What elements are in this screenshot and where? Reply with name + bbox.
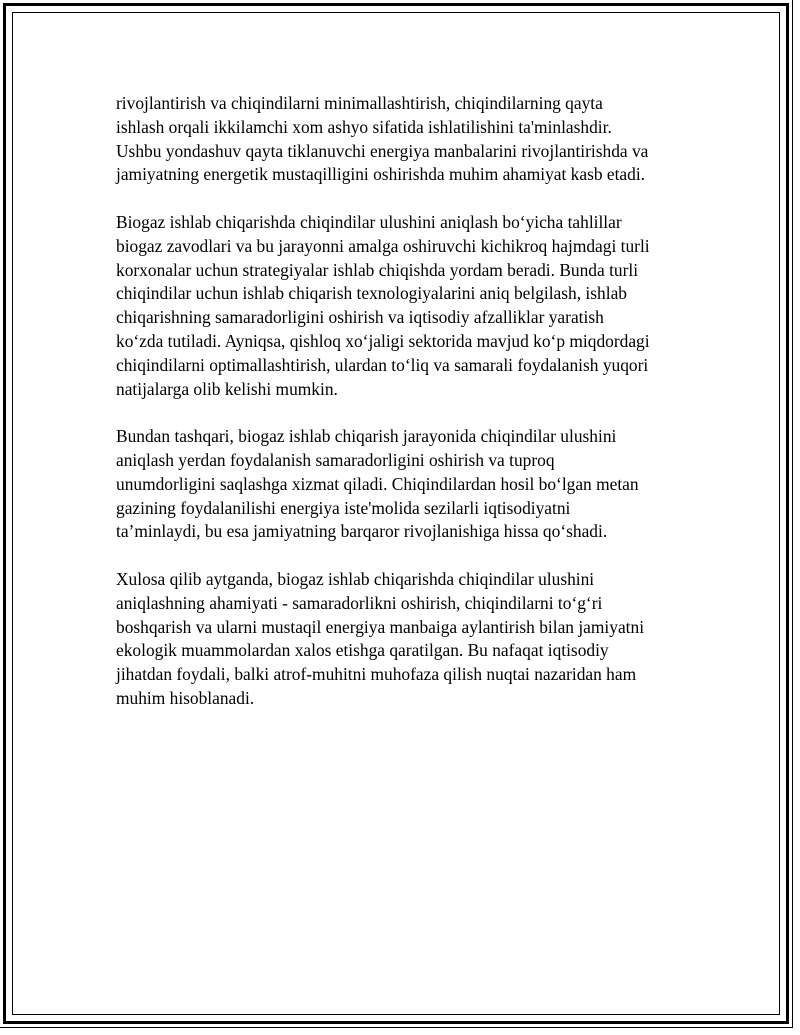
paragraph-line: natijalarga olib kelishi mumkin. xyxy=(116,378,338,399)
paragraph-2 xyxy=(116,211,706,401)
paragraph-line: Biogaz ishlab chiqarishda chiqindilar ulushini aniqlash bo‘yicha tahlillar xyxy=(116,211,622,232)
paragraph-line: chiqarishning samaradorligini oshirish va iqtisodiy afzalliklar yaratish xyxy=(116,307,604,328)
paragraph-line: ko‘zda tutiladi. Ayniqsa, qishloq xo‘jaligi sektorida mavjud ko‘p miqdordagi xyxy=(116,330,650,351)
paragraph-line: biogaz zavodlari va bu jarayonni amalga oshiruvchi kichikroq hajmdagi turli xyxy=(116,235,650,256)
paragraph-1 xyxy=(116,92,706,187)
paragraph-line: Ushbu yondashuv qayta tiklanuvchi energiya manbalarini rivojlantirishda va xyxy=(116,140,649,161)
paragraph-4 xyxy=(116,568,706,711)
paragraph-line: jihatdan foydali, balki atrof-muhitni muhofaza qilish nuqtai nazaridan ham xyxy=(116,664,637,685)
paragraph-line: aniqlashning ahamiyati - samaradorlikni oshirish, chiqindilarni to‘g‘ri xyxy=(116,592,603,613)
paragraph-line: chiqindilarni optimallashtirish, ulardan to‘liq va samarali foydalanish yuqori xyxy=(116,354,649,375)
paragraph-line: muhim hisoblanadi. xyxy=(116,687,255,708)
paragraph-line: aniqlash yerdan foydalanish samaradorligini oshirish va tuproq xyxy=(116,449,555,470)
paragraph-line: ta’minlaydi, bu esa jamiyatning barqaror rivojlanishiga hissa qo‘shadi. xyxy=(116,521,608,542)
paragraph-line: gazining foydalanilishi energiya iste'molida sezilarli iqtisodiyatni xyxy=(116,497,571,518)
paragraph-line: Xulosa qilib aytganda, biogaz ishlab chiqarishda chiqindilar ulushini xyxy=(116,568,595,589)
paragraph-line: boshqarish va ularni mustaqil energiya manbaiga aylantirish bilan jamiyatni xyxy=(116,616,645,637)
paragraph-line: unumdorligini saqlashga xizmat qiladi. Chiqindilardan hosil bo‘lgan metan xyxy=(116,473,639,494)
paragraph-line: jamiyatning energetik mustaqilligini oshirishda muhim ahamiyat kasb etadi. xyxy=(116,164,646,185)
document-body xyxy=(116,92,706,735)
paragraph-line: ekologik muammolardan xalos etishga qaratilgan. Bu nafaqat iqtisodiy xyxy=(116,640,609,661)
paragraph-line: Bundan tashqari, biogaz ishlab chiqarish jarayonida chiqindilar ulushini xyxy=(116,426,617,447)
paragraph-line: ishlash orqali ikkilamchi xom ashyo sifatida ishlatilishini ta'minlashdir. xyxy=(116,116,612,137)
paragraph-line: korxonalar uchun strategiyalar ishlab chiqishda yordam beradi. Bunda turli xyxy=(116,259,639,280)
paragraph-line: chiqindilar uchun ishlab chiqarish texnologiyalarini aniq belgilash, ishlab xyxy=(116,283,627,304)
paragraph-3 xyxy=(116,425,706,544)
paragraph-line: rivojlantirish va chiqindilarni minimallashtirish, chiqindilarning qayta xyxy=(116,93,603,113)
